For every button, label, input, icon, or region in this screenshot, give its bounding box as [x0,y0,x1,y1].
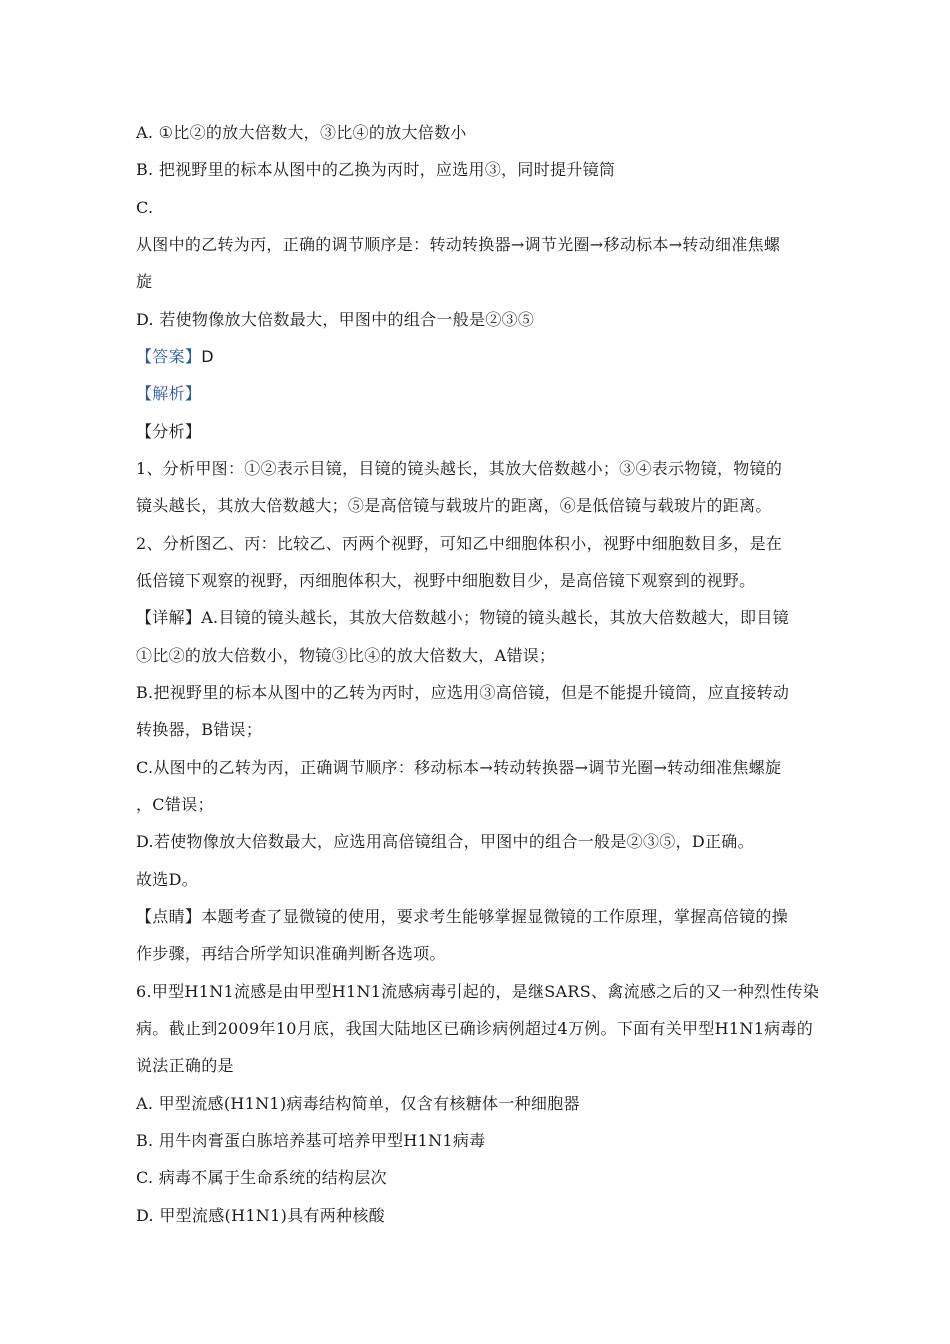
q6-option-c: C. 病毒不属于生命系统的结构层次 [136,1168,387,1187]
conclusion: 故选D。 [136,870,199,889]
fenxi-1-line2: 镜头越长，其放大倍数越大；⑤是高倍镜与载玻片的距离，⑥是低倍镜与载玻片的距离。 [136,496,772,515]
fenxi-2-line1: 2、分析图乙、丙：比较乙、丙两个视野，可知乙中细胞体积小，视野中细胞数目多，是在 [136,534,783,553]
fenxi-1-line1: 1、分析甲图：①②表示目镜，目镜的镜头越长，其放大倍数越小；③④表示物镜，物镜的 [136,459,783,478]
answer-tag: 【答案】 [136,347,202,366]
detail-line5: C.从图中的乙转为丙，正确调节顺序：移动标本→转动转换器→调节光圈→转动细准焦螺旋 [136,758,782,777]
answer-row [136,347,816,367]
q5-option-d: D. 若使物像放大倍数最大，甲图中的组合一般是②③⑤ [136,310,535,329]
fenxi-2-line2: 低倍镜下观察的视野，丙细胞体积大，视野中细胞数目少，是高倍镜下观察到的视野。 [136,571,756,590]
q5-option-b: B. 把视野里的标本从图中的乙换为丙时，应选用③，同时提升镜筒 [136,160,616,179]
detail-line4: 转换器，B错误； [136,720,263,739]
q6-option-b: B. 用牛肉膏蛋白胨培养基可培养甲型H1N1病毒 [136,1131,486,1150]
q6-stem-line1: 6.甲型H1N1流感是由甲型H1N1流感病毒引起的，是继SARS、禽流感之后的又一种烈性传染 [136,982,820,1001]
analysis-tag: 【解析】 [136,384,202,403]
q6-stem-line2: 病。截止到2009年10月底，我国大陆地区已确诊病例超过4万例。下面有关甲型H1N1病毒的 [136,1019,814,1038]
fenxi-tag: 【分析】 [136,422,202,441]
detail-line2: ①比②的放大倍数小，物镜③比④的放大倍数大，A错误； [136,646,556,665]
q5-option-a: A. ①比②的放大倍数大，③比④的放大倍数小 [136,123,467,142]
q5-option-c-text-line1: 从图中的乙转为丙，正确的调节顺序是：转动转换器→调节光圈→移动标本→转动细准焦螺 [136,235,781,254]
detail-line7: D.若使物像放大倍数最大，应选用高倍镜组合，甲图中的组合一般是②③⑤，D正确。 [136,832,754,851]
detail-line1: 【详解】A.目镜的镜头越长，其放大倍数越小；物镜的镜头越长，其放大倍数越大，即目镜 [136,608,789,627]
dianjing-line2: 作步骤，再结合所学知识准确判断各选项。 [136,944,446,963]
detail-line3: B.把视野里的标本从图中的乙转为丙时，应选用③高倍镜，但是不能提升镜筒，应直接转动 [136,683,790,702]
detail-line6: ，C错误； [136,795,214,814]
dianjing-line1: 【点睛】本题考查了显微镜的使用，要求考生能够掌握显微镜的工作原理，掌握高倍镜的操 [136,907,789,926]
q6-option-d: D. 甲型流感(H1N1)具有两种核酸 [136,1206,385,1225]
q6-option-a: A. 甲型流感(H1N1)病毒结构简单，仅含有核糖体一种细胞器 [136,1094,580,1113]
answer-value: D [201,347,214,366]
q5-option-c-label: C. [136,198,154,217]
q6-stem-line3: 说法正确的是 [136,1056,234,1075]
q5-option-c-text-line2: 旋 [136,272,153,291]
